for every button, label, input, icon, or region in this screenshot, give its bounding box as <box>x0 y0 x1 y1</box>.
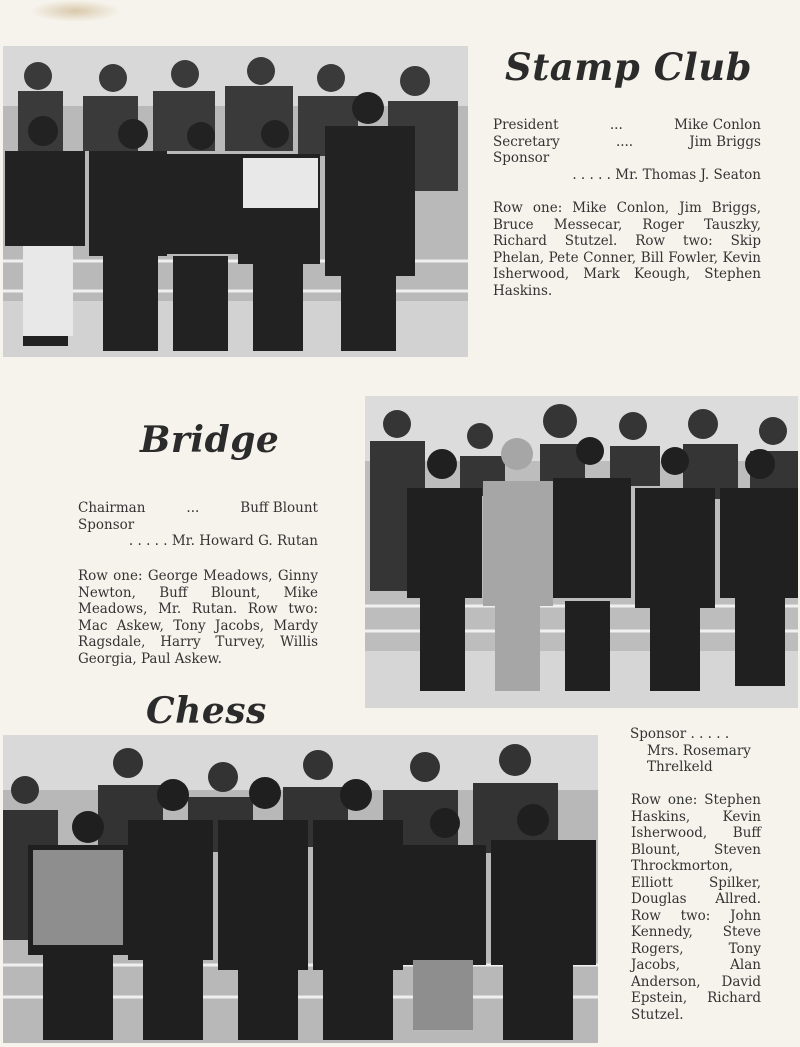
secretary-line <box>493 134 761 151</box>
chess-sponsor <box>630 726 765 776</box>
chess-sponsor-label: Sponsor . . . . . <box>630 726 730 742</box>
bridge-sponsor-label: Sponsor <box>78 516 135 533</box>
chairman-label: Chairman <box>78 500 146 516</box>
sponsor-label: Sponsor <box>493 150 550 166</box>
bridge-heading: Bridge <box>140 419 280 461</box>
secretary-dots: .... <box>615 133 634 150</box>
chairman-dots: ... <box>186 500 200 516</box>
president-label: President <box>493 117 559 133</box>
bridge-caption: Row one: George Meadows, Ginny Newton, Buff Blount, Mike Meadows, Mr. Rutan. Row two: Mac Askew, Tony Jacobs, Mardy Ragsdale, Harry Turvey, Willis Georgia, Paul Askew. <box>78 568 318 667</box>
president-line <box>493 117 761 134</box>
chairman-line <box>78 500 318 517</box>
bridge-photo <box>365 396 798 708</box>
sponsor-line: . . . . . Mr. Thomas J. Seaton <box>572 166 761 183</box>
chess-sponsor-name-1: Mrs. Rosemary <box>647 742 751 759</box>
bridge-officers <box>78 500 318 550</box>
chairman-name: Buff Blount <box>240 500 318 516</box>
stamp-club-heading: Stamp Club <box>505 45 752 89</box>
stamp-club-caption: Row one: Mike Conlon, Jim Briggs, Bruce Messecar, Roger Tauszky, Richard Stutzel. Row two: Skip Phelan, Pete Conner, Bill Fowler, Kevin Isherwood, Mark Keough, Stephen Haskins. <box>493 200 761 299</box>
secretary-name: Jim Briggs <box>689 133 761 150</box>
chess-sponsor-name-2: Threlkeld <box>647 759 713 775</box>
chess-caption: Row one: Stephen Haskins, Kevin Isherwood, Buff Blount, Steven Throckmorton, Elliott Spilker, Douglas Allred. Row two: John Kennedy, Steve Rogers, Tony Jacobs, Alan Anderson, David Epstein, Richard Stutzel. <box>631 792 761 1023</box>
chess-photo <box>3 735 598 1043</box>
secretary-label: Secretary <box>493 133 560 150</box>
bridge-sponsor-line: . . . . . Mr. Howard G. Rutan <box>128 533 318 549</box>
paper-stain <box>30 0 120 22</box>
stamp-club-officers <box>493 117 761 183</box>
stamp-club-photo <box>3 46 468 357</box>
president-dots: ... <box>609 117 623 133</box>
chess-heading: Chess <box>146 690 267 732</box>
president-name: Mike Conlon <box>674 117 761 133</box>
